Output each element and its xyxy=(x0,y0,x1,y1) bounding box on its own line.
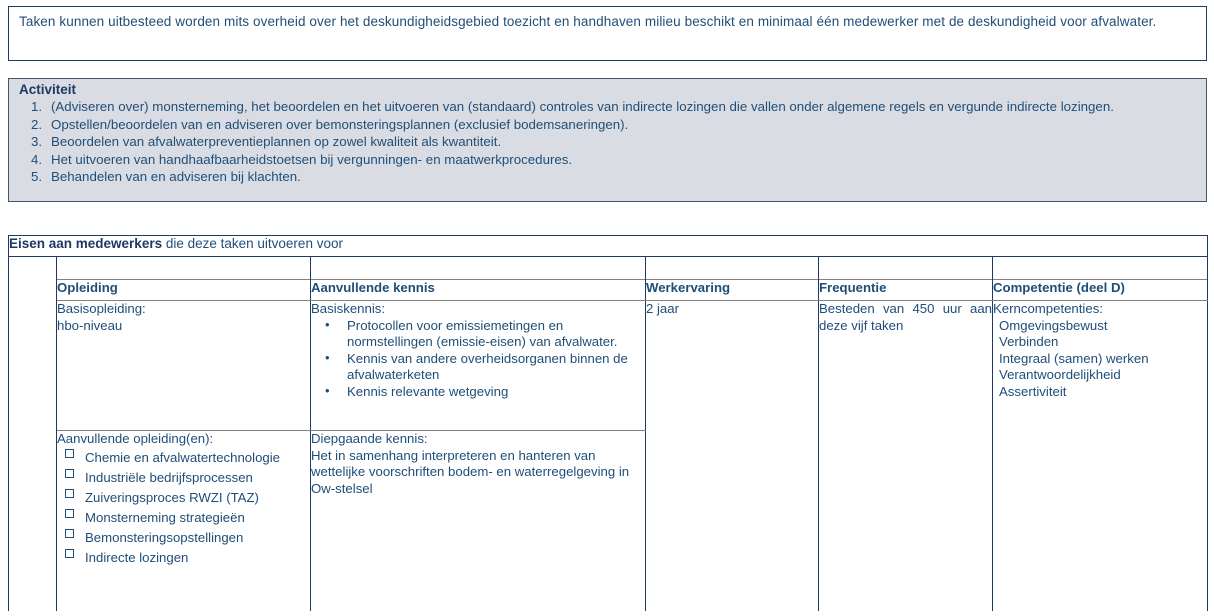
activity-item-text: (Adviseren over) monsterneming, het beoordelen en het uitvoeren van (standaard) controles van indirecte lozingen die vallen onder algemene regels en vergunde indirecte lozingen. xyxy=(51,99,1114,114)
basiskennis-list xyxy=(311,318,645,401)
cell-basiskennis xyxy=(311,301,646,431)
checkbox-icon xyxy=(65,469,74,478)
kerncompetentie-item: Verantwoordelijkheid xyxy=(999,367,1121,383)
activity-item xyxy=(9,168,1206,186)
activity-item-text: Het uitvoeren van handhaafbaarheidstoetsen bij vergunningen- en maatwerkprocedures. xyxy=(51,151,573,167)
column-header-opleiding: Opleiding xyxy=(57,280,311,301)
kerncompetentie-item: Verbinden xyxy=(999,334,1059,350)
kerncompetenties-label: Kerncompetenties: xyxy=(993,301,1103,316)
requirements-table-wrap xyxy=(8,235,1207,611)
list-item-label: Bemonsteringsopstellingen xyxy=(85,529,244,545)
spacer-cell-kennis xyxy=(311,257,646,280)
activity-item xyxy=(9,116,1206,134)
cell-opleiding-basis xyxy=(57,301,311,431)
checkbox-icon xyxy=(65,549,74,558)
diepgaande-kennis-label: Diepgaande kennis: xyxy=(311,431,428,446)
spacer-cell-opleiding xyxy=(57,257,311,280)
list-item: • Kennis van andere overheidsorganen binnen de afvalwaterketen xyxy=(311,351,645,384)
activity-box xyxy=(8,78,1207,202)
list-item-label: Indirecte lozingen xyxy=(85,549,189,565)
activity-item-number: 3. xyxy=(31,134,43,150)
kerncompetentie-item: Assertiviteit xyxy=(999,383,1067,399)
list-item-label: Monsterneming strategieën xyxy=(85,509,245,525)
checkbox-icon xyxy=(65,529,74,538)
list-item: • Kennis relevante wetgeving xyxy=(311,384,645,401)
activity-item-number: 4. xyxy=(31,151,43,167)
list-item-label: Zuiveringsproces RWZI (TAZ) xyxy=(85,489,259,505)
table-header-row xyxy=(9,236,1208,257)
column-header-frequentie: Frequentie xyxy=(819,280,993,301)
list-item xyxy=(57,528,310,548)
table-column-header-row xyxy=(9,280,1208,301)
requirements-header-cell xyxy=(9,236,1208,257)
basisopleiding-value: hbo-niveau xyxy=(57,317,123,333)
cell-aanvullende-opleiding xyxy=(57,431,311,612)
activity-item xyxy=(9,151,1206,169)
column-header-competentie: Competentie (deel D) xyxy=(993,280,1208,301)
checkbox-icon xyxy=(65,449,74,458)
activity-item-number: 5. xyxy=(31,169,43,185)
activity-item-text: Opstellen/beoordelen van en adviseren over bemonsteringsplannen (exclusief bodemsaneringen). xyxy=(51,116,629,132)
cell-competentie xyxy=(993,301,1208,612)
column-header-werkervaring: Werkervaring xyxy=(646,280,819,301)
activity-list xyxy=(9,98,1206,186)
checkbox-icon xyxy=(65,489,74,498)
diepgaande-kennis-text: Het in samenhang interpreteren en hanteren van wettelijke voorschriften bodem- en waterregelgeving in Ow-stelsel xyxy=(311,447,630,496)
spacer-cell-competentie xyxy=(993,257,1208,280)
note-box xyxy=(8,6,1207,61)
cell-frequentie: Besteden van 450 uur aan deze vijf taken xyxy=(819,301,993,612)
activity-item-text: Beoordelen van afvalwaterpreventieplannen op zowel kwaliteit als kwantiteit. xyxy=(51,134,502,150)
requirements-header-rest: die deze taken uitvoeren voor xyxy=(162,236,343,251)
table-row xyxy=(9,301,1208,431)
cell-werkervaring: 2 jaar xyxy=(646,301,819,612)
list-item: • Protocollen voor emissiemetingen en normstellingen (emissie-eisen) van afvalwater. xyxy=(311,318,645,351)
activity-title: Activiteit xyxy=(19,82,77,97)
activity-item-text: Behandelen van en adviseren bij klachten. xyxy=(51,169,301,185)
list-item xyxy=(57,488,310,508)
activity-item-number: 2. xyxy=(31,116,43,132)
list-item xyxy=(57,548,310,568)
list-item xyxy=(57,448,310,468)
list-item-label: Chemie en afvalwatertechnologie xyxy=(85,449,280,465)
note-text: Taken kunnen uitbesteed worden mits overheid over het deskundigheidsgebied toezicht en handhaven milieu beschikt en minimaal één medewerker met de deskundigheid voor afvalwater. xyxy=(19,14,1157,29)
checkbox-icon xyxy=(65,509,74,518)
aanvullende-opleiding-label: Aanvullende opleiding(en): xyxy=(57,431,214,446)
basisopleiding-label: Basisopleiding: xyxy=(57,301,146,316)
spacer-cell-werkervaring xyxy=(646,257,819,280)
list-item xyxy=(57,508,310,528)
kerncompetentie-item: Omgevingsbewust xyxy=(999,317,1108,333)
requirements-table xyxy=(8,235,1208,611)
kerncompetentie-item: Integraal (samen) werken xyxy=(999,350,1149,366)
spacer-cell-frequentie xyxy=(819,257,993,280)
basiskennis-label: Basiskennis: xyxy=(311,301,386,316)
activity-item-number: 1. xyxy=(31,99,43,114)
list-item xyxy=(57,468,310,488)
requirements-header-strong: Eisen aan medewerkers xyxy=(9,236,163,251)
column-header-aanvullende-kennis: Aanvullende kennis xyxy=(311,280,646,301)
aanvullende-opleiding-list xyxy=(57,448,310,568)
table-spacer-row xyxy=(9,257,1208,280)
cell-diepgaande-kennis xyxy=(311,431,646,612)
table-left-spacer-column xyxy=(9,257,57,612)
activity-item xyxy=(9,133,1206,151)
list-item-label: Industriële bedrijfsprocessen xyxy=(85,469,253,485)
activity-item xyxy=(9,98,1206,116)
